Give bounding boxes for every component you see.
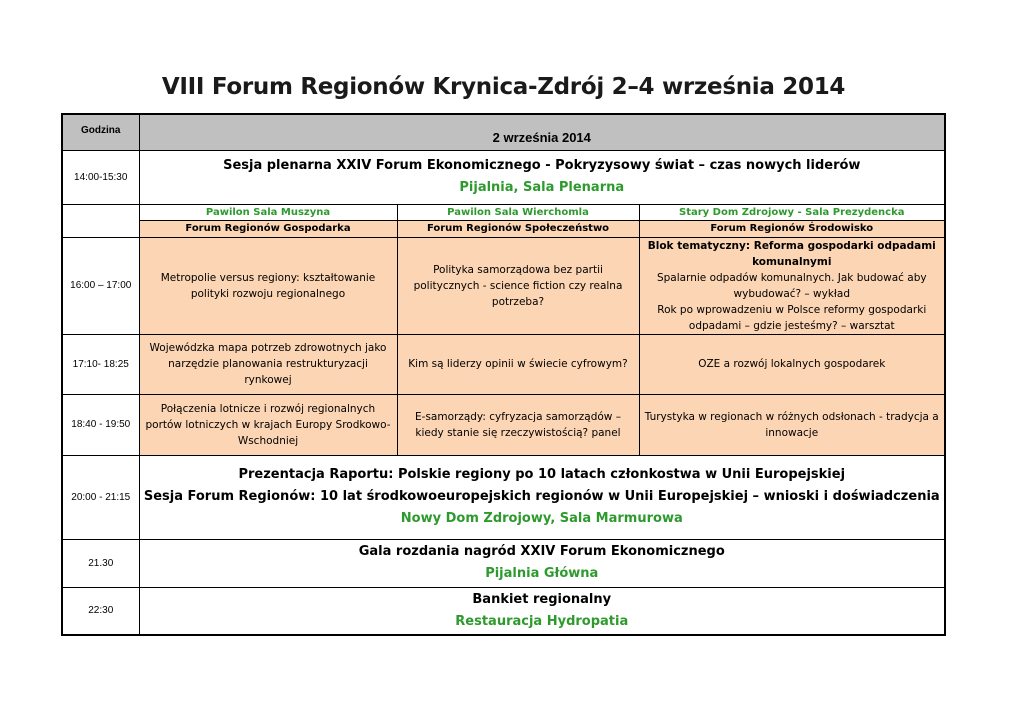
banquet-title: Bankiet regionalny [472,591,612,607]
report-venue: Nowy Dom Zdrojowy, Sala Marmurowa [400,511,683,526]
time-cell: 14:00-15:30 [62,150,139,204]
gala-title: Gala rozdania nagród XXIV Forum Ekonomicznego [358,544,725,559]
banquet-venue: Restauracja Hydropatia [455,613,629,629]
block-item: Spalarnie odpadów komunalnych. Jak budować aby wybudować? – wykład [656,271,927,300]
plenary-row [62,150,945,204]
forum-name: Forum Regionów Społeczeństwo [397,220,639,237]
gala-cell [139,539,945,587]
session-cell: Kim są liderzy opinii w świecie cyfrowym? [397,334,639,394]
plenary-venue: Pijalnia, Sala Plenarna [459,180,625,195]
forum-name: Forum Regionów Gospodarka [139,220,397,237]
report-cell [139,455,945,539]
time-cell: 18:40 - 19:50 [62,394,139,455]
session-cell: Połączenia lotnicze i rozwój regionalnych portów lotniczych w krajach Europy Srodkowo-Wschodniej [139,394,397,455]
session-block-cell [639,237,945,334]
room-name: Pawilon Sala Muszyna [139,204,397,220]
session-row [62,237,945,334]
forum-name: Forum Regionów Środowisko [639,220,945,237]
empty-time-cell [62,204,139,237]
schedule-table [61,113,946,636]
room-name: Stary Dom Zdrojowy - Sala Prezydencka [639,204,945,220]
banquet-row [62,587,945,635]
time-cell: 21.30 [62,539,139,587]
session-cell: OZE a rozwój lokalnych gospodarek [639,334,945,394]
report-title: Prezentacja Raportu: Polskie regiony po 10 latach członkostwa w Unii Europejskiej [238,467,846,482]
date-header: 2 września 2014 [139,114,945,150]
hour-column-header: Godzina [62,114,139,150]
page-title: VIII Forum Regionów Krynica-Zdrój 2–4 września 2014 [161,74,846,100]
session-cell: E-samorządy: cyfryzacja samorządów – kiedy stanie się rzeczywistością? panel [397,394,639,455]
block-item: Rok po wprowadzeniu w Polsce reformy gospodarki odpadami – gdzie jesteśmy? – warsztat [657,303,927,332]
room-name: Pawilon Sala Wierchomla [397,204,639,220]
gala-venue: Pijalnia Główna [485,566,599,581]
session-cell: Wojewódzka mapa potrzeb zdrowotnych jako narzędzie planowania restrukturyzacji rynkowej [139,334,397,394]
rooms-row [62,204,945,220]
session-row [62,334,945,394]
block-heading: Blok tematyczny: Reforma gospodarki odpadami komunalnymi [647,239,936,268]
plenary-title: Sesja plenarna XXIV Forum Ekonomicznego - Pokryzysowy świat – czas nowych liderów [223,158,861,173]
session-cell: Polityka samorządowa bez partii politycznych - science fiction czy realna potrzeba? [397,237,639,334]
session-cell: Metropolie versus regiony: kształtowanie polityki rozwoju regionalnego [139,237,397,334]
session-cell: Turystyka w regionach w różnych odsłonach - tradycja a innowacje [639,394,945,455]
time-cell: 20:00 - 21:15 [62,455,139,539]
gala-row [62,539,945,587]
banquet-cell [139,587,945,635]
report-session-title: Sesja Forum Regionów: 10 lat środkowoeuropejskich regionów w Unii Europejskiej – wnioski i doświadczenia [143,489,940,504]
plenary-cell [139,150,945,204]
time-cell: 17:10- 18:25 [62,334,139,394]
report-row [62,455,945,539]
header-row [62,114,945,150]
time-cell: 22:30 [62,587,139,635]
time-cell: 16:00 – 17:00 [62,237,139,334]
forums-row [62,220,945,237]
session-row [62,394,945,455]
